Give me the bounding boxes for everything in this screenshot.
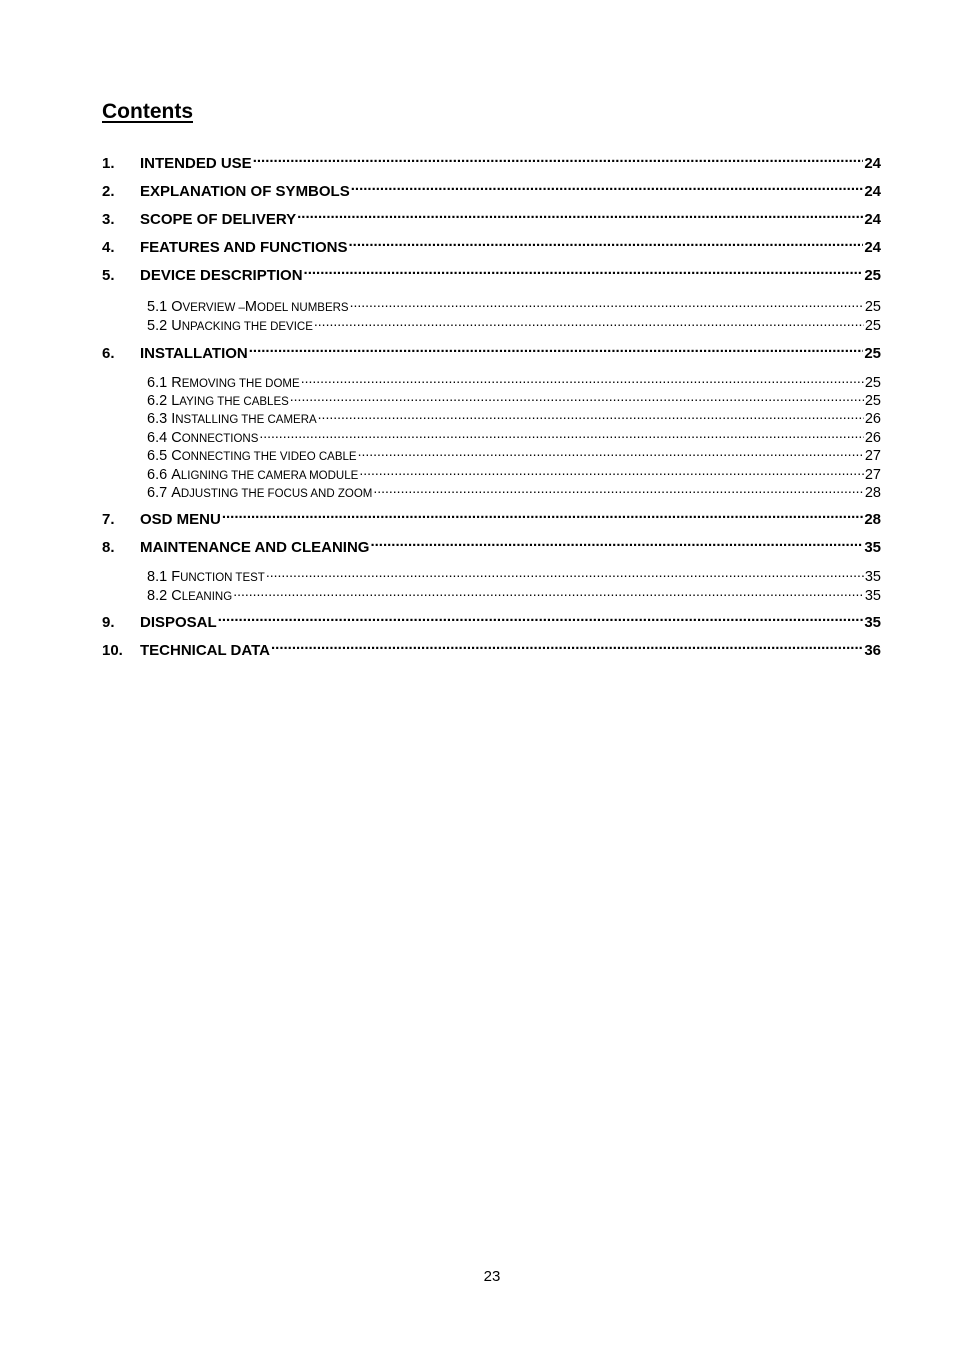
toc-subentry-page: 35 (864, 587, 881, 604)
toc-subentry-title: NPACKING THE DEVICE (181, 320, 313, 333)
toc-subentry-number: 5.2 (147, 317, 168, 334)
toc-subentry-connections[interactable] (147, 427, 881, 445)
toc-entry-number: 6. (102, 345, 115, 362)
toc-entry-number: 5. (102, 267, 115, 284)
toc-entry-number: 8. (102, 539, 115, 556)
dot-leader (358, 445, 864, 460)
toc-entry-explanation-of-symbols[interactable] (102, 181, 881, 201)
toc-entry-number: 7. (102, 511, 115, 528)
toc-subentry-initial: C (171, 429, 182, 446)
toc-subentry-page: 26 (864, 410, 881, 427)
dot-leader (351, 181, 864, 196)
toc-entry-scope-of-delivery[interactable] (102, 209, 881, 229)
toc-entry-title: SCOPE OF DELIVERY (140, 211, 297, 228)
toc-subentry-connecting-the-video-cable[interactable] (147, 445, 881, 463)
toc-subentry-installing-the-camera[interactable] (147, 408, 881, 426)
dot-leader (290, 390, 864, 405)
toc-subentry-title: VERVIEW – (182, 301, 245, 314)
toc-entry-title: FEATURES AND FUNCTIONS (140, 239, 348, 256)
toc-subentry-title-2: ODEL NUMBERS (257, 301, 349, 314)
toc-subentry-page: 35 (864, 568, 881, 585)
toc-entry-page: 25 (864, 267, 881, 284)
toc-subentry-initial-2: M (244, 298, 257, 315)
toc-entry-osd-menu[interactable] (102, 509, 881, 529)
page-title: Contents (102, 100, 193, 123)
dot-leader (359, 464, 864, 479)
toc-subentry-title: UNCTION TEST (180, 571, 265, 584)
toc-entry-title: EXPLANATION OF SYMBOLS (140, 183, 350, 200)
toc-subentry-number: 6.1 (147, 374, 168, 391)
toc-entry-page: 36 (864, 642, 881, 659)
toc-subentry-number: 6.7 (147, 484, 168, 501)
toc-subentry-initial: U (171, 317, 182, 334)
toc-subentry-number: 6.2 (147, 392, 168, 409)
dot-leader (297, 209, 863, 224)
toc-subentry-page: 25 (864, 317, 881, 334)
dot-leader (301, 372, 864, 387)
dot-leader (318, 408, 864, 423)
dot-leader (314, 315, 864, 330)
toc-entry-technical-data[interactable] (102, 640, 881, 660)
toc-subentry-title: NSTALLING THE CAMERA (175, 413, 317, 426)
toc-subentry-number: 6.3 (147, 410, 168, 427)
toc-entry-disposal[interactable] (102, 612, 881, 632)
dot-leader (249, 343, 864, 358)
toc-entry-features-and-functions[interactable] (102, 237, 881, 257)
dot-leader (253, 153, 864, 168)
toc-subentry-number: 5.1 (147, 298, 168, 315)
toc-subentry-cleaning[interactable] (147, 585, 881, 603)
toc-entry-page: 35 (864, 614, 881, 631)
toc-entry-number: 10. (102, 642, 123, 659)
toc-entry-page: 25 (864, 345, 881, 362)
toc-subentry-title: AYING THE CABLES (179, 395, 289, 408)
toc-subentry-initial: F (171, 568, 181, 585)
dot-leader (218, 612, 864, 627)
toc-entry-title: INTENDED USE (140, 155, 252, 172)
toc-subentry-number: 6.5 (147, 447, 168, 464)
toc-entry-number: 2. (102, 183, 115, 200)
toc-subentry-removing-the-dome[interactable] (147, 372, 881, 390)
dot-leader (222, 509, 863, 524)
toc-subentry-number: 6.6 (147, 466, 168, 483)
toc-subentry-initial: R (171, 374, 182, 391)
toc-subentry-title: ONNECTIONS (181, 432, 259, 445)
toc-entry-installation[interactable] (102, 343, 881, 363)
toc-entry-maintenance-and-cleaning[interactable] (102, 537, 881, 557)
toc-entry-page: 24 (864, 239, 881, 256)
toc-subentry-number: 8.2 (147, 587, 168, 604)
dot-leader (304, 265, 864, 280)
toc-subentry-title: EMOVING THE DOME (181, 377, 300, 390)
toc-subentry-initial: C (171, 447, 182, 464)
toc-subentry-initial: A (171, 484, 181, 501)
toc-subentry-page: 27 (864, 466, 881, 483)
toc-subentry-number: 6.4 (147, 429, 168, 446)
toc-entry-page: 24 (864, 211, 881, 228)
dot-leader (373, 482, 864, 497)
toc-subentry-title: DJUSTING THE FOCUS AND ZOOM (180, 487, 373, 500)
toc-entry-title: MAINTENANCE AND CLEANING (140, 539, 370, 556)
toc-entry-intended-use[interactable] (102, 153, 881, 173)
dot-leader (233, 585, 864, 600)
toc-subentry-function-test[interactable] (147, 566, 881, 584)
toc-entry-title: TECHNICAL DATA (140, 642, 270, 659)
page-number: 23 (483, 1268, 501, 1285)
toc-subentry-page: 27 (864, 447, 881, 464)
toc-subentry-number: 8.1 (147, 568, 168, 585)
toc-entry-number: 1. (102, 155, 115, 172)
toc-subentry-initial: A (171, 466, 181, 483)
dot-leader (349, 237, 864, 252)
dot-leader (266, 566, 864, 581)
toc-entry-page: 28 (864, 511, 881, 528)
toc-entry-device-description[interactable] (102, 265, 881, 285)
toc-entry-title: OSD MENU (140, 511, 221, 528)
toc-entry-number: 9. (102, 614, 115, 631)
toc-subentry-laying-the-cables[interactable] (147, 390, 881, 408)
toc-subentry-unpacking-the-device[interactable] (147, 315, 881, 333)
toc-subentry-page: 25 (864, 392, 881, 409)
dot-leader (370, 537, 863, 552)
toc-entry-title: DISPOSAL (140, 614, 217, 631)
toc-entry-page: 24 (864, 155, 881, 172)
dot-leader (259, 427, 864, 442)
toc-entry-title: INSTALLATION (140, 345, 248, 362)
dot-leader (271, 640, 863, 655)
toc-subentry-title: LIGNING THE CAMERA MODULE (180, 469, 359, 482)
toc-entry-page: 24 (864, 183, 881, 200)
dot-leader (350, 296, 864, 311)
toc-subentry-aligning-the-camera-module[interactable] (147, 464, 881, 482)
toc-entry-page: 35 (864, 539, 881, 556)
toc-subentry-page: 25 (864, 374, 881, 391)
toc-subentry-initial: L (171, 392, 180, 409)
toc-entry-title: DEVICE DESCRIPTION (140, 267, 303, 284)
toc-subentry-initial: O (171, 298, 183, 315)
toc-subentry-initial: C (171, 587, 182, 604)
toc-entry-number: 3. (102, 211, 115, 228)
toc-subentry-adjusting-the-focus-and-zoom[interactable] (147, 482, 881, 500)
toc-subentry-title: ONNECTING THE VIDEO CABLE (181, 450, 357, 463)
toc-entry-number: 4. (102, 239, 115, 256)
toc-subentry-title: LEANING (181, 590, 233, 603)
toc-subentry-initial: I (171, 410, 176, 427)
toc-subentry-overview-model-numbers[interactable] (147, 296, 881, 314)
toc-subentry-page: 28 (864, 484, 881, 501)
toc-subentry-page: 26 (864, 429, 881, 446)
toc-subentry-page: 25 (864, 298, 881, 315)
